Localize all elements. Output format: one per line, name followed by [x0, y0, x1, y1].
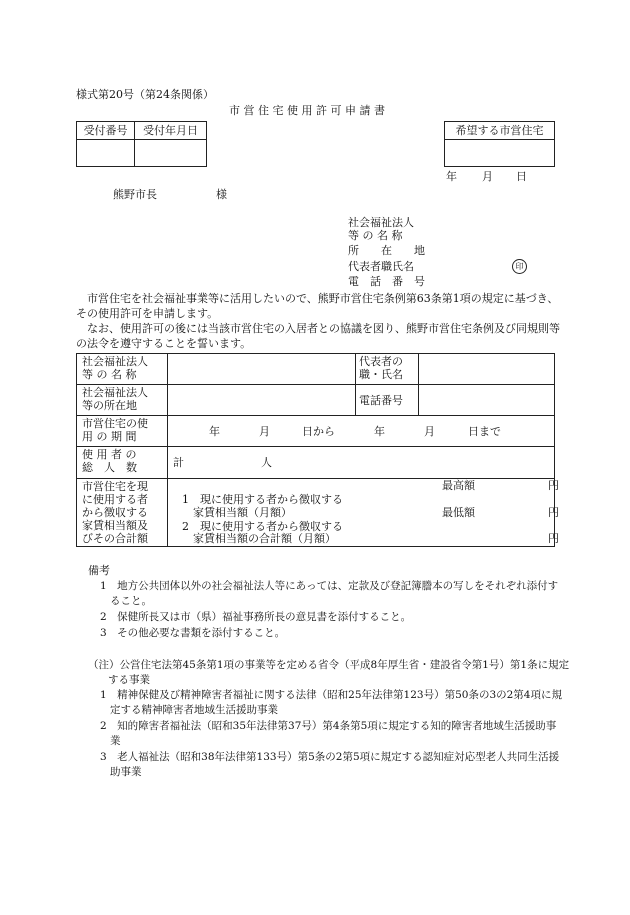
footnote-item-1: 1 精神保健及び精神障害者福祉に関する法律（昭和25年法律第123号）第50条の3の2第4項に規定する精神障害者地域生活援助事業 [100, 689, 562, 716]
desired-housing-field[interactable] [445, 140, 555, 167]
total-users-field[interactable] [168, 447, 555, 479]
phone-field[interactable] [419, 385, 555, 416]
rent-item2-line1: 2 現に使用する者から徴収する [182, 520, 343, 533]
row-org-name-label [77, 354, 168, 385]
period-year-start: 年 [209, 425, 220, 438]
row-period-label-a: 市営住宅の使 [82, 417, 148, 430]
row-total-users-label-b: 総 人 数 [82, 461, 137, 474]
rent-total-yen: 円 [548, 532, 559, 545]
rep-name-field[interactable] [419, 354, 555, 385]
row-rent-label-b: に使用する者 [82, 493, 148, 506]
rent-max-label: 最高額 [442, 479, 475, 492]
row-org-address-label [77, 385, 168, 416]
date-day: 日 [516, 170, 527, 183]
body-paragraph-2: なお、使用許可の後には当該市営住宅の入居者との協議を図り、熊野市営住宅条例及び同規則等の法令を遵守することを誓います。 [76, 322, 560, 350]
period-month-end: 月 [424, 425, 435, 438]
receipt-box [76, 121, 207, 167]
rent-field[interactable] [168, 479, 559, 547]
applicant-org-line2: 等 の 名 称 [348, 229, 403, 242]
form-number: 様式第20号（第24条関係） [76, 88, 214, 101]
period-field[interactable] [168, 416, 555, 447]
row-rent-label-a: 市営住宅を現 [82, 480, 148, 493]
row-rep-label-b: 職・氏名 [359, 368, 403, 381]
rent-item1-line1: 1 現に使用する者から徴収する [182, 493, 343, 506]
seal-mark [512, 259, 527, 274]
desired-housing-label: 希望する市営住宅 [445, 122, 555, 140]
org-name-field[interactable] [168, 354, 356, 385]
total-users-prefix: 計 [173, 456, 184, 469]
receipt-number-field[interactable] [77, 140, 135, 167]
row-rent-label-d: 家賃相当額及 [82, 519, 148, 532]
applicant-rep-name: 代表者職氏名 [348, 260, 414, 273]
footnote-heading: （注）公営住宅法第45条第1項の事業等を定める省令（平成8年厚生省・建設省令第1号）第1条に規定する事業 [88, 659, 570, 686]
receipt-date-field[interactable] [135, 140, 207, 167]
form-title: 市 営 住 宅 使 用 許 可 申 請 書 [229, 104, 385, 117]
remarks-heading: 備考 [88, 564, 110, 577]
row-rent-label-c: から徴収する [82, 506, 148, 519]
date-month: 月 [482, 170, 493, 183]
period-month-start: 月 [259, 425, 270, 438]
period-year-end: 年 [374, 425, 385, 438]
applicant-org-line1: 社会福祉法人 [348, 216, 414, 229]
row-total-users-label-a: 使 用 者 の [82, 448, 137, 461]
body-paragraph-1: 市営住宅を社会福祉事業等に活用したいので、熊野市営住宅条例第63条第1項の規定に基づき、その使用許可を申請します。 [76, 292, 559, 320]
seal-icon: 印 [512, 259, 527, 274]
footnote-item-3: 3 老人福祉法（昭和38年法律第133号）第5条の2第5項に規定する認知症対応型老人共同生活援助事業 [100, 751, 560, 778]
period-day-from: 日から [302, 425, 335, 438]
org-address-field[interactable] [168, 385, 356, 416]
row-phone-label: 電話番号 [356, 385, 419, 416]
receipt-number-label: 受付番号 [77, 122, 135, 140]
rent-max-yen: 円 [548, 479, 559, 492]
rent-item2-line2: 家賃相当額の合計額（月額） [193, 532, 336, 545]
row-total-users-label [77, 447, 168, 479]
rent-min-yen: 円 [548, 506, 559, 519]
desired-housing-box [444, 121, 555, 167]
row-org-address-label-b: 等の所在地 [82, 399, 137, 412]
applicant-phone: 電 話 番 号 [348, 275, 425, 288]
rent-item1-line2: 家賃相当額（月額） [193, 506, 292, 519]
row-period-label-b: 用 の 期 間 [82, 430, 137, 443]
applicant-location: 所 在 地 [348, 244, 425, 257]
row-org-address-label-a: 社会福祉法人 [82, 386, 148, 399]
remarks-item-1: 1 地方公共団体以外の社会福祉法人等にあっては、定款及び登記簿謄本の写しをそれぞれ添付すること。 [100, 580, 559, 607]
receipt-date-label: 受付年月日 [135, 122, 207, 140]
row-rent-label [77, 479, 168, 547]
addressee-honorific: 様 [216, 188, 227, 201]
row-rep-label-a: 代表者の [359, 355, 403, 368]
row-rent-label-e: びその合計額 [82, 532, 148, 545]
row-period-label [77, 416, 168, 447]
row-rep-label [356, 354, 419, 385]
remarks-item-3: 3 その他必要な書類を添付すること。 [100, 627, 286, 639]
row-org-name-label-b: 等 の 名 称 [82, 368, 137, 381]
row-org-name-label-a: 社会福祉法人 [82, 355, 148, 368]
remarks-item-2: 2 保健所長又は市（県）福祉事務所長の意見書を添付すること。 [100, 611, 412, 623]
total-users-unit: 人 [261, 456, 272, 469]
period-day-until: 日まで [468, 425, 501, 438]
footnote-item-2: 2 知的障害者福祉法（昭和35年法律第37号）第4条第5項に規定する知的障害者地域生活援助事業 [100, 720, 557, 747]
date-year: 年 [446, 170, 457, 183]
rent-min-label: 最低額 [442, 506, 475, 519]
addressee-name: 熊野市長 [113, 188, 157, 201]
main-table [76, 353, 559, 547]
